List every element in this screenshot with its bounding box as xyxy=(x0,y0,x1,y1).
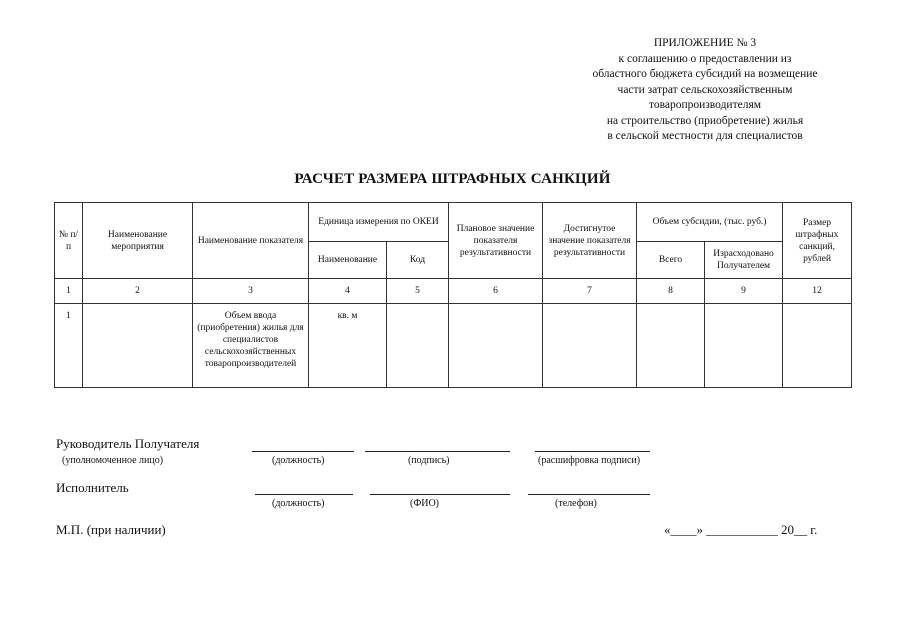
head-decoding-line xyxy=(535,451,650,452)
appendix-line: части затрат сельскохозяйственным xyxy=(617,83,793,96)
executor-label: Исполнитель xyxy=(56,480,129,495)
head-position-caption: (должность) xyxy=(272,455,325,466)
appendix-line: на строительство (приобретение) жилья xyxy=(606,114,804,127)
header-unit-code: Код xyxy=(387,242,449,279)
executor-phone-line xyxy=(528,494,650,495)
date-line: «____» ___________ 20__ г. xyxy=(664,522,818,537)
appendix-line: к соглашению о предоставлении из xyxy=(618,52,792,65)
appendix-header xyxy=(560,36,850,145)
column-number: 7 xyxy=(543,279,637,304)
cell-unit-name: кв. м xyxy=(309,304,387,388)
executor-position-caption: (должность) xyxy=(272,498,325,509)
column-number: 12 xyxy=(783,279,852,304)
executor-phone-caption: (телефон) xyxy=(555,498,597,509)
executor-fio-caption: (ФИО) xyxy=(410,498,440,509)
header-indicator-name: Наименование показателя xyxy=(193,203,309,279)
executor-position-line xyxy=(255,494,353,495)
column-number: 3 xyxy=(193,279,309,304)
head-label: Руководитель Получателя xyxy=(56,436,200,451)
column-number: 5 xyxy=(387,279,449,304)
appendix-line: товаропроизводителям xyxy=(648,99,762,111)
header-subsidy-spent: Израсходовано Получателем xyxy=(705,242,783,279)
cell-num: 1 xyxy=(55,304,83,388)
head-signature-line xyxy=(365,451,510,452)
head-sublabel: (уполномоченное лицо) xyxy=(62,455,164,466)
cell-penalty xyxy=(783,304,852,388)
header-subsidy-total: Всего xyxy=(637,242,705,279)
cell-unit-code xyxy=(387,304,449,388)
header-achieved: Достигнутое значение показателя результативности xyxy=(543,203,637,279)
header-subsidy-group: Объем субсидии, (тыс. руб.) xyxy=(637,203,783,242)
cell-event-name xyxy=(83,304,193,388)
header-planned: Плановое значение показателя результативности xyxy=(449,203,543,279)
head-signature-caption: (подпись) xyxy=(408,455,450,466)
head-decoding-caption: (расшифровка подписи) xyxy=(538,455,641,466)
head-position-line xyxy=(252,451,354,452)
cell-achieved xyxy=(543,304,637,388)
column-number: 8 xyxy=(637,279,705,304)
stamp-label: М.П. (при наличии) xyxy=(56,522,166,537)
penalty-calculation-table xyxy=(54,202,852,388)
appendix-line: в сельской местности для специалистов xyxy=(607,130,803,142)
cell-planned xyxy=(449,304,543,388)
header-num: № п/п xyxy=(55,203,83,279)
column-number: 6 xyxy=(449,279,543,304)
column-number: 2 xyxy=(83,279,193,304)
document-title: РАСЧЕТ РАЗМЕРА ШТРАФНЫХ САНКЦИЙ xyxy=(294,171,611,187)
executor-fio-line xyxy=(370,494,510,495)
header-unit-name: Наименование xyxy=(309,242,387,279)
header-penalty: Размер штрафных санкций, рублей xyxy=(783,203,852,279)
header-event-name: Наименование мероприятия xyxy=(83,203,193,279)
cell-subsidy-total xyxy=(637,304,705,388)
column-number: 1 xyxy=(55,279,83,304)
cell-subsidy-spent xyxy=(705,304,783,388)
header-unit-group: Единица измерения по ОКЕИ xyxy=(309,203,449,242)
column-number: 4 xyxy=(309,279,387,304)
appendix-line: ПРИЛОЖЕНИЕ № 3 xyxy=(653,37,757,49)
column-number: 9 xyxy=(705,279,783,304)
appendix-line: областного бюджета субсидий на возмещение xyxy=(592,68,818,80)
cell-indicator-name: Объем ввода (приобретения) жилья для специалистов сельскохозяйственных товаропроизводителей xyxy=(193,304,309,388)
table-row xyxy=(55,304,852,388)
